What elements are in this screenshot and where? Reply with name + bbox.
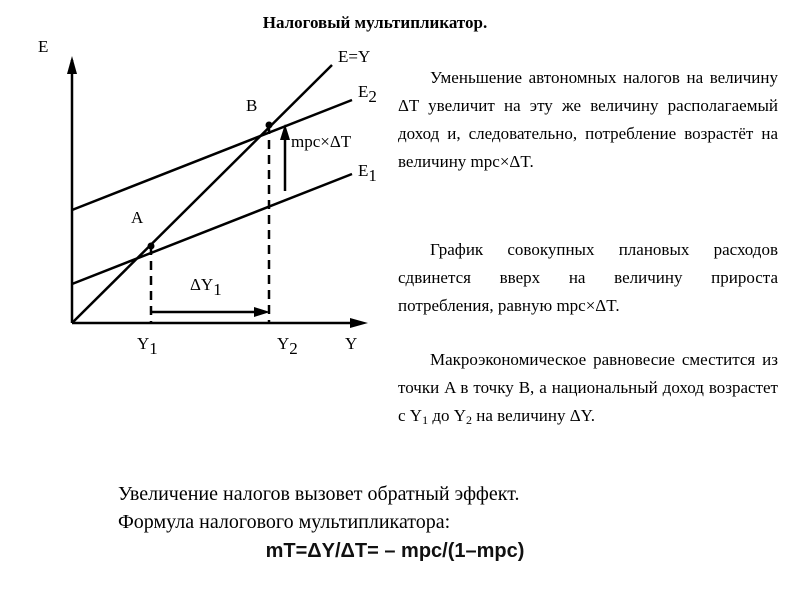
bottom-line-2: Формула налогового мультипликатора: (118, 511, 451, 533)
tax-multiplier-diagram (0, 0, 400, 370)
line-e2 (72, 100, 352, 210)
delta-y-arrow-head-icon (254, 307, 270, 317)
tax-multiplier-formula: mT=ΔY/ΔT= – mpc/(1–mpc) (265, 540, 525, 562)
y1-label: Y1 (137, 334, 158, 358)
shift-label: mpc×ΔT (291, 132, 352, 151)
y-axis-arrow-icon (67, 56, 77, 74)
point-b (266, 122, 273, 129)
y2-label: Y2 (277, 334, 298, 358)
point-a (148, 243, 155, 250)
line-e1-label: E1 (358, 161, 377, 185)
page-title: Налоговый мультипликатор. (262, 13, 488, 32)
paragraph-tax-decrease: Уменьшение автономных налогов на величину ΔT увеличит на эту же величину располагаемый доход и, следовательно, потребление возрастёт на величину mpc×ΔT. (398, 68, 778, 171)
y-axis-label: E (38, 37, 49, 56)
delta-y-label: ΔY1 (190, 275, 222, 299)
bottom-text (118, 480, 678, 536)
line-e-equals-y-label: E=Y (338, 47, 371, 66)
bottom-line-1: Увеличение налогов вызовет обратный эффект. (118, 483, 520, 505)
point-b-label: B (246, 96, 258, 115)
x-axis-label: Y (345, 334, 358, 353)
paragraph-equilibrium-shift: Макроэкономическое равновесие сместится из точки A в точку B, а национальный доход возрастет с $Y_1$ до $Y_2$ на величину ΔY. (398, 350, 778, 427)
line-e2-label: E2 (358, 82, 377, 106)
point-a-label: A (131, 208, 144, 227)
paragraph-expenditure-shift: График совокупных плановых расходов сдвинется вверх на величину прироста потребления, равную mpc×ΔT. (398, 240, 778, 315)
x-axis-arrow-icon (350, 318, 368, 328)
line-e1 (72, 174, 352, 284)
